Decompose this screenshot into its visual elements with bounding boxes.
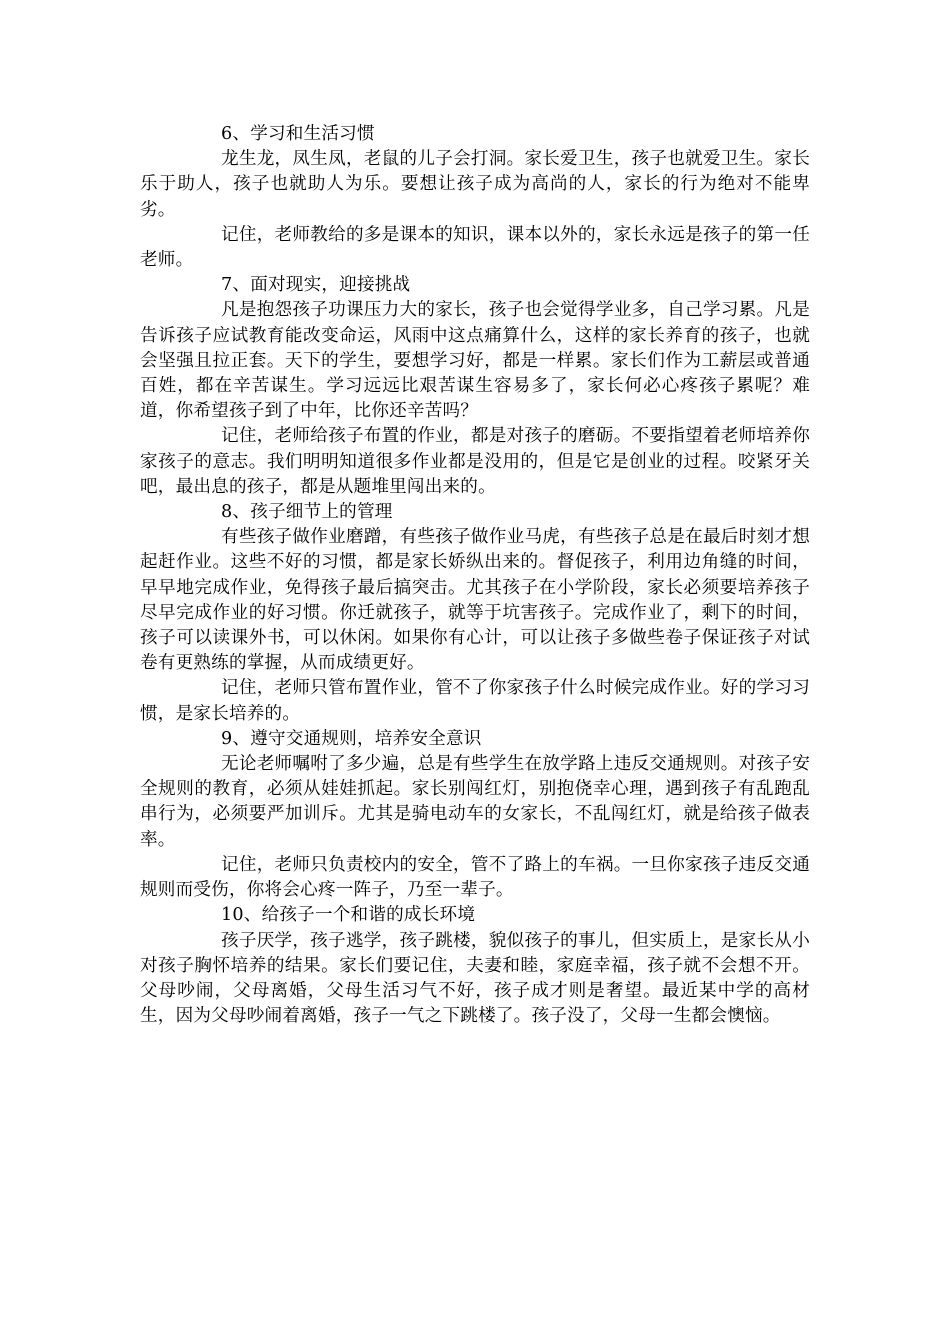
section-10	[140, 903, 810, 1029]
section-heading: 7、面对现实，迎接挑战	[221, 275, 411, 296]
paragraph: 记住，老师只负责校内的安全，管不了路上的车祸。一旦你家孩子违反交通规则而受伤，你将会心疼一阵子，乃至一辈子。	[140, 854, 810, 901]
paragraph: 孩子厌学，孩子逃学，孩子跳楼，貌似孩子的事儿，但实质上，是家长从小对孩子胸怀培养的结果。家长们要记住，夫妻和睦，家庭幸福，孩子就不会想不开。父母吵闹，父母离婚，父母生活习气不好，孩子成才则是奢望。最近某中学的高材生，因为父母吵闹着离婚，孩子一气之下跳楼了。孩子没了，父母一生都会懊恼。	[140, 930, 810, 1027]
paragraph: 龙生龙，凤生凤，老鼠的儿子会打洞。家长爱卫生，孩子也就爱卫生。家长乐于助人，孩子也就助人为乐。要想让孩子成为高尚的人，家长的行为绝对不能卑劣。	[140, 149, 810, 220]
section-8	[140, 500, 810, 727]
section-heading: 9、遵守交通规则，培养安全意识	[221, 728, 482, 749]
document-page	[140, 122, 810, 1029]
section-7	[140, 273, 810, 500]
section-6	[140, 122, 810, 273]
paragraph: 无论老师嘱咐了多少遍，总是有些学生在放学路上违反交通规则。对孩子安全规则的教育，必须从娃娃抓起。家长别闯红灯，别抱侥幸心理，遇到孩子有乱跑乱串行为，必须要严加训斥。尤其是骑电动车的女家长，不乱闯红灯，就是给孩子做表率。	[140, 754, 810, 850]
paragraph: 记住，老师给孩子布置的作业，都是对孩子的磨砺。不要指望着老师培养你家孩子的意志。我们明明知道很多作业都是没用的，但是它是创业的过程。咬紧牙关吧，最出息的孩子，都是从题堆里闯出来的。	[140, 426, 810, 497]
section-heading: 8、孩子细节上的管理	[221, 502, 393, 523]
section-heading: 10、给孩子一个和谐的成长环境	[221, 905, 476, 926]
section-heading: 6、学习和生活习惯	[221, 124, 375, 144]
paragraph: 凡是抱怨孩子功课压力大的家长，孩子也会觉得学业多，自己学习累。凡是告诉孩子应试教育能改变命运，风雨中这点痛算什么，这样的家长养育的孩子，也就会坚强且拉正套。天下的学生，要想学习好，都是一样累。家长们作为工薪层或普通百姓，都在辛苦谋生。学习远远比艰苦谋生容易多了，家长何必心疼孩子累呢？难道，你希望孩子到了中年，比你还辛苦吗？	[140, 300, 810, 422]
section-9	[140, 727, 810, 903]
paragraph: 记住，老师教给的多是课本的知识，课本以外的，家长永远是孩子的第一任老师。	[140, 224, 810, 271]
paragraph: 记住，老师只管布置作业，管不了你家孩子什么时候完成作业。好的学习习惯，是家长培养的。	[140, 678, 810, 724]
paragraph: 有些孩子做作业磨蹭，有些孩子做作业马虎，有些孩子总是在最后时刻才想起赶作业。这些不好的习惯，都是家长娇纵出来的。督促孩子，利用边角缝的时间，早早地完成作业，免得孩子最后搞突击。尤其孩子在小学阶段，家长必须要培养孩子尽早完成作业的好习惯。你迁就孩子，就等于坑害孩子。完成作业了，剩下的时间，孩子可以读课外书，可以休闲。如果你有心计，可以让孩子多做些卷子保证孩子对试卷有更熟练的掌握，从而成绩更好。	[140, 527, 810, 674]
